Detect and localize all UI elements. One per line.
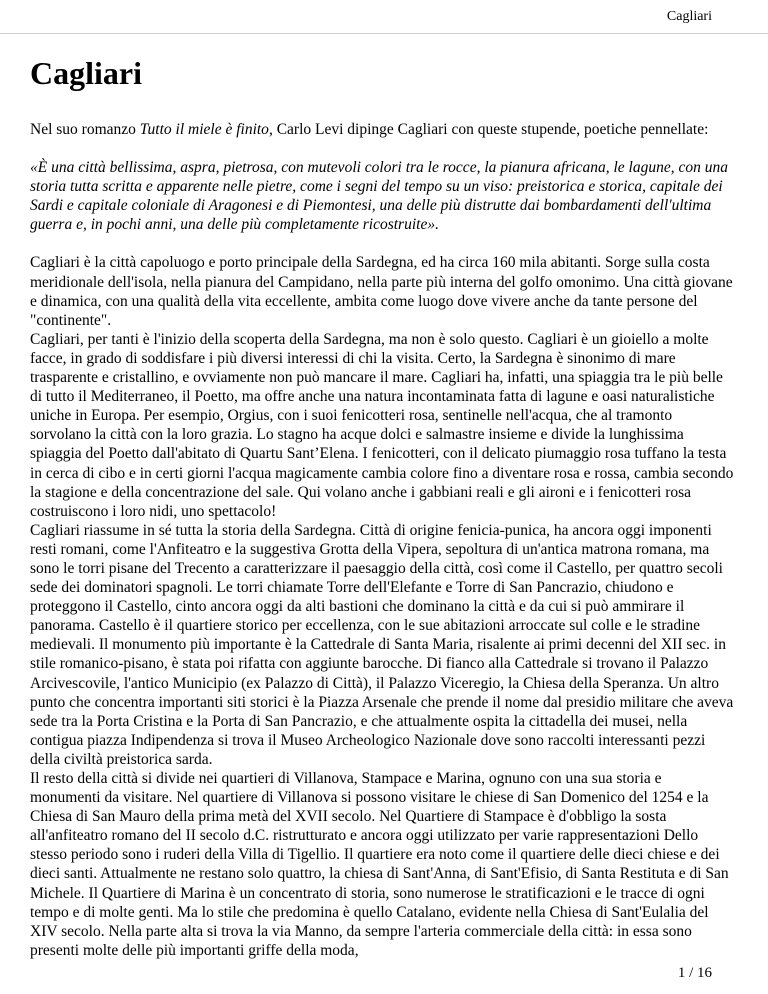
intro-paragraph	[30, 120, 734, 139]
running-header-title: Cagliari	[666, 9, 712, 24]
paragraph-quarters: Il resto della città si divide nei quartieri di Villanova, Stampace e Marina, ognuno con una sua storia e monumenti da visitare. Nel quartiere di Villanova si possono visitare le chiese di San Domenico del 1254 e la Chiesa di San Mauro della prima metà del XVII secolo. Nel Quartiere di Stampace è d'obbligo la sosta all'anfiteatro romano del II secolo d.C. ristrutturato e ancora oggi utilizzato per varie rappresentazioni Dello stesso periodo sono i ruderi della Villa di Tigellio. Il quartiere era noto come il quartiere delle dieci chiese e dei dieci santi. Attualmente ne restano solo quattro, la chiesa di Sant'Anna, di Sant'Efisio, di Santa Restituta e di San Michele. Il Quartiere di Marina è un concentrato di storia, sono numerose le stratificazioni e le tracce di ogni tempo e di molte genti. Ma lo stile che predomina è quello Catalano, evidente nella Chiesa di Sant'Eulalia del XIV secolo. Nella parte alta si trova la via Manno, da sempre l'arteria commerciale della città: in essa sono presenti molte delle più importanti griffe della moda,	[30, 770, 729, 959]
intro-text-before: Nel suo romanzo	[30, 121, 140, 138]
paragraph-nature: Cagliari, per tanti è l'inizio della scoperta della Sardegna, ma non è solo questo. Cagliari è un gioiello a molte facce, in grado di soddisfare i più diversi interessi di chi la visita. Certo, la Sardegna è sinonimo di mare trasparente e cristallino, e ovviamente non può mancare il mare. Cagliari ha, infatti, una spiaggia tra le più belle di tutto il Mediterraneo, il Poetto, ma offre anche una natura incontaminata fatta di lagune e oasi naturalistiche uniche in Europa. Per esempio, Orgius, con i suoi fenicotteri rosa, sentinelle nell'acqua, che al tramonto sorvolano la città con la loro grazia. Lo stagno ha acque dolci e salmastre insieme e divide la lunghissima spiaggia del Poetto dall'abitato di Quartu Sant’Elena. I fenicotteri, con il delicato piumaggio rosa tuffano la testa in cerca di cibo e in certi giorni l'acqua magicamente cambia colore fino a diventare rosa e rossa, cambia secondo la stagione e della concentrazione del sale. Qui volano anche i gabbiani reali e gli aironi e i fenicotteri rosa costruiscono i loro nidi, uno spettacolo!	[30, 330, 734, 520]
levi-quote: «È una città bellissima, aspra, pietrosa, con mutevoli colori tra le rocce, la pianura africana, le lagune, con una storia tutta scritta e apparente nelle pietre, come i segni del tempo su un viso: preistorica e storica, capitale dei Sardi e capitale coloniale di Aragonesi e di Piemontesi, una delle più distrutte dai bombardamenti dell'ultima guerra e, in pochi anni, una delle più completamente ricostruite».	[30, 159, 728, 234]
book-title: Tutto il miele è finito	[139, 121, 269, 138]
page-number: 1 / 16	[677, 965, 712, 981]
intro-text-after: , Carlo Levi dipinge Cagliari con queste stupende, poetiche pennellate:	[268, 121, 709, 138]
page-title: Cagliari	[30, 55, 142, 91]
header-divider	[0, 33, 768, 34]
paragraph-overview: Cagliari è la città capoluogo e porto principale della Sardegna, ed ha circa 160 mila abitanti. Sorge sulla costa meridionale dell'isola, nella pianura del Campidano, nella parte più interna del golfo omonimo. Una città giovane e dinamica, con una qualità della vita eccellente, ambita come luogo dove vivere anche da tante persone del "continente".	[30, 254, 733, 329]
article-body	[30, 120, 734, 960]
paragraph-history: Cagliari riassume in sé tutta la storia della Sardegna. Città di origine fenicia-punica, ha ancora oggi imponenti resti romani, come l'Anfiteatro e la suggestiva Grotta della Vipera, sepoltura di un'antica matrona romana, ma sono le torri pisane del Trecento a caratterizzare il paesaggio della città, così come il Castello, per quattro secoli sede dei dominatori spagnoli. Le torri chiamate Torre dell'Elefante e Torre di San Pancrazio, chiudono e proteggono il Castello, cinto ancora oggi da alti bastioni che dominano la città e da cui si può ammirare il panorama. Castello è il quartiere storico per eccellenza, con le sue abitazioni arroccate sul colle e le stradine medievali. Il monumento più importante è la Cattedrale di Santa Maria, risalente ai primi decenni del XII sec. in stile romanico-pisano, è stata poi rifatta con aggiunte barocche. Di fianco alla Cattedrale si trovano il Palazzo Arcivescovile, l'antico Municipio (ex Palazzo di Città), il Palazzo Viceregio, la Chiesa della Speranza. Un altro punto che concentra importanti siti storici è la Piazza Arsenale che prende il nome dal presidio militare che aveva sede tra la Porta Cristina e la Porta di San Pancrazio, e che attualmente ospita la cittadella dei musei, nella contigua piazza Indipendenza si trova il Museo Archeologico Nazionale dove sono raccolti interessanti pezzi della civiltà preistorica sarda.	[30, 521, 734, 768]
